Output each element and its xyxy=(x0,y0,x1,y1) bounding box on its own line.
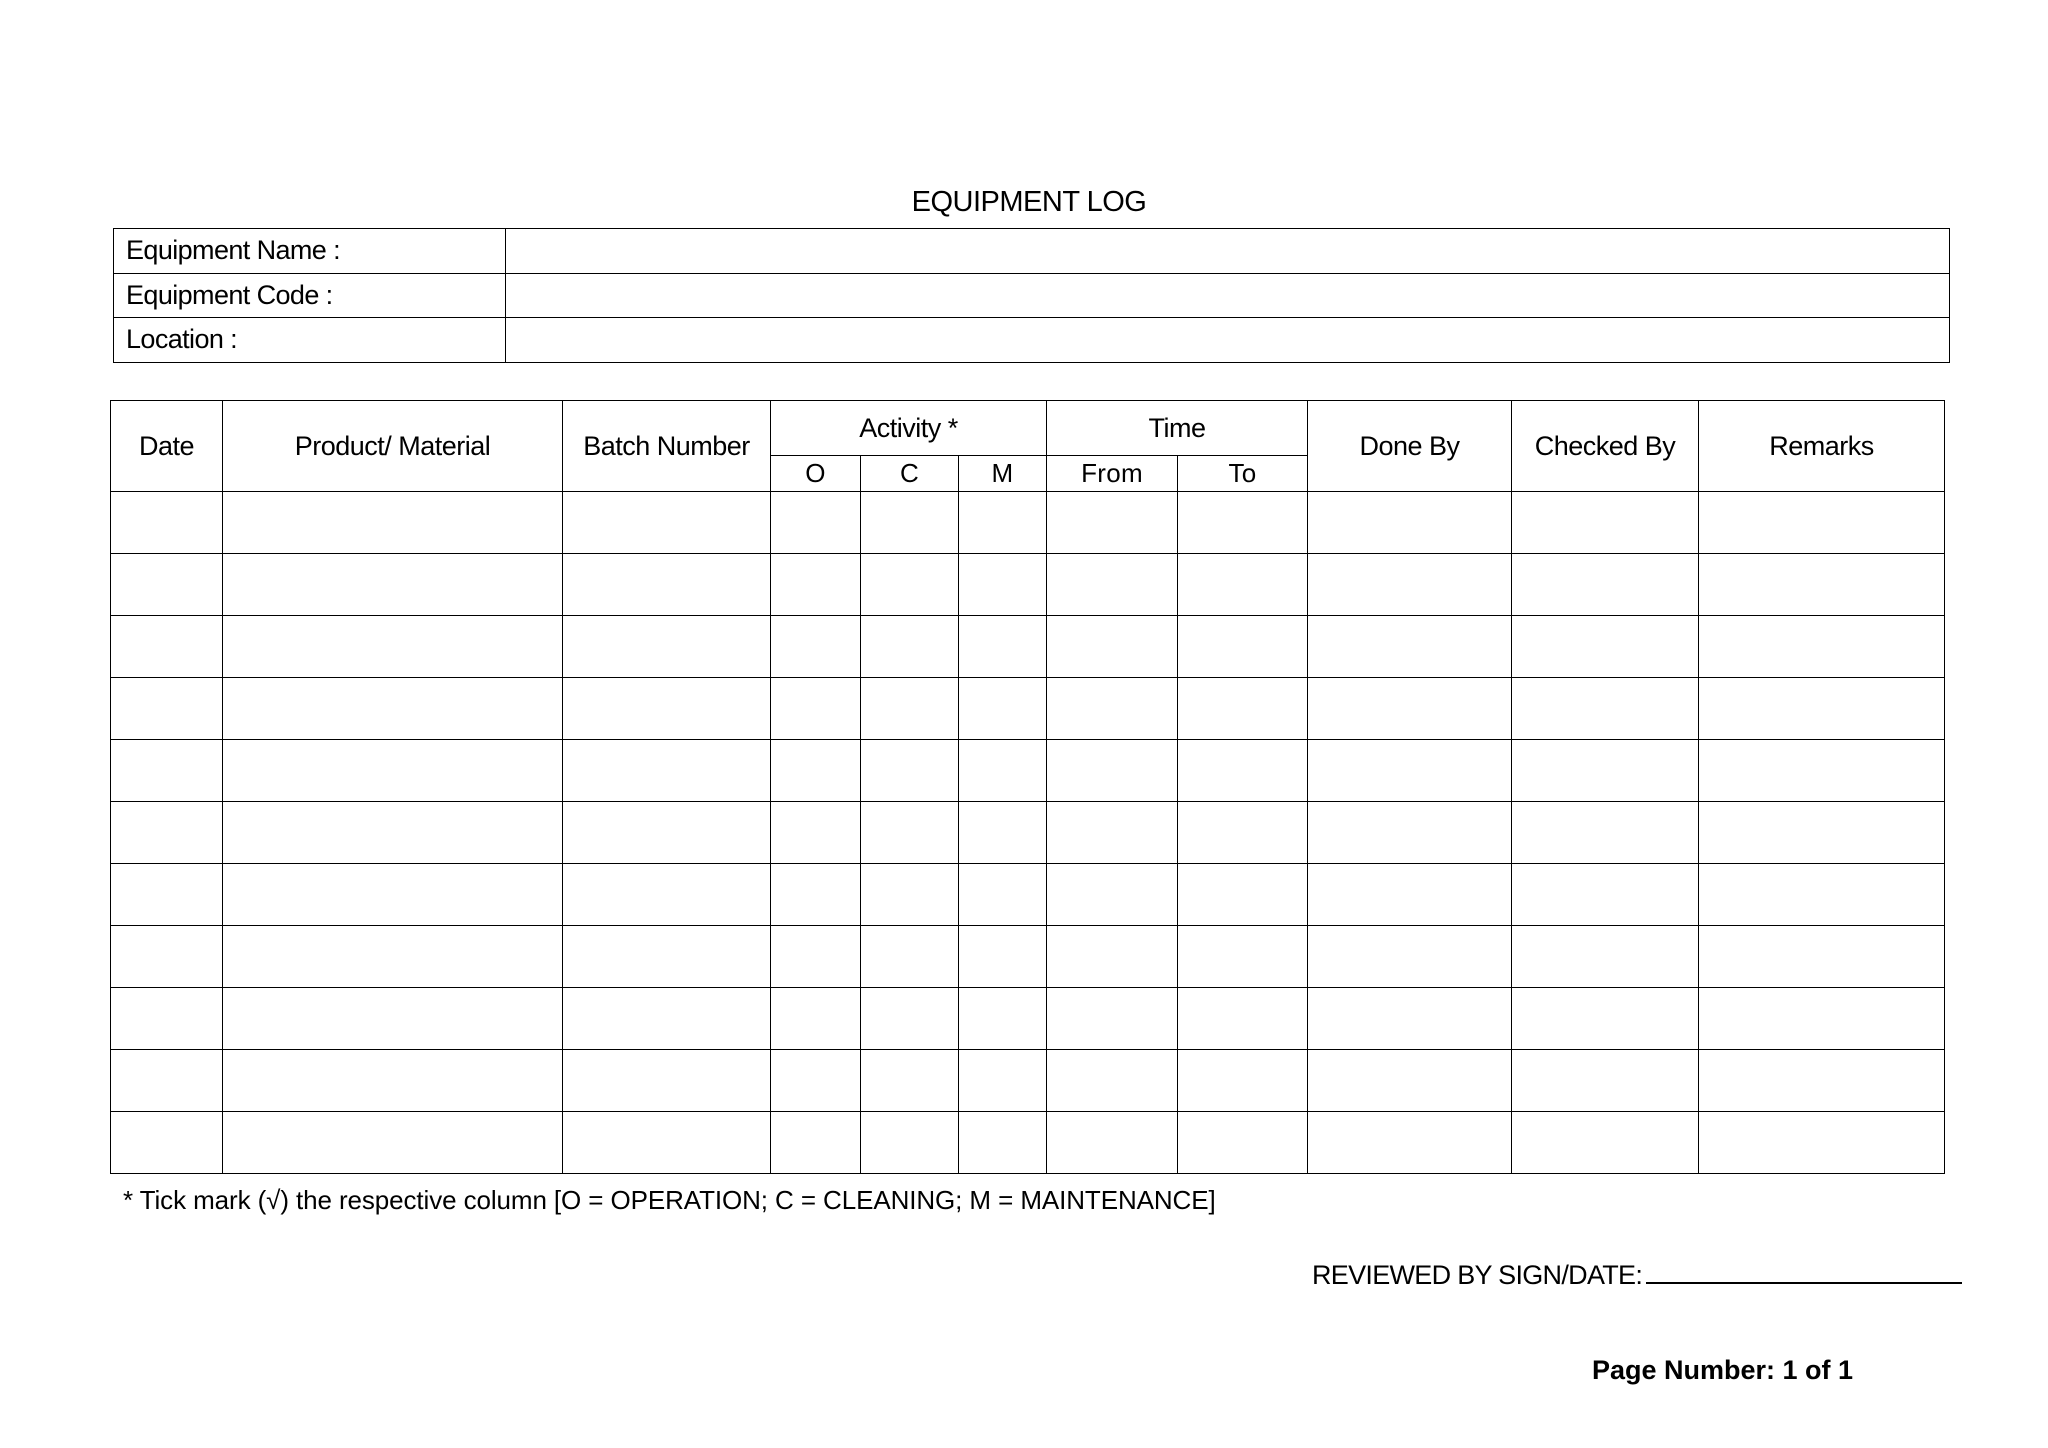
maintenance-cell[interactable] xyxy=(959,988,1047,1050)
operation-cell[interactable] xyxy=(771,926,861,988)
table-row xyxy=(111,1112,1945,1174)
time-from-cell[interactable] xyxy=(1047,1050,1178,1112)
subheader-time-to: To xyxy=(1178,456,1308,492)
batch-number-cell[interactable] xyxy=(563,988,771,1050)
equipment-info-table xyxy=(113,228,1950,363)
cleaning-cell[interactable] xyxy=(861,802,959,864)
equipment-log-table xyxy=(110,400,1945,1174)
activity-footnote: * Tick mark (√) the respective column [O = OPERATION; C = CLEANING; M = MAINTENANCE] xyxy=(123,1185,1216,1215)
header-done-by: Done By xyxy=(1308,401,1512,492)
date-cell[interactable] xyxy=(111,678,223,740)
done-by-cell[interactable] xyxy=(1308,926,1512,988)
time-from-cell[interactable] xyxy=(1047,492,1178,554)
done-by-cell[interactable] xyxy=(1308,864,1512,926)
subheader-maintenance: M xyxy=(959,456,1047,492)
done-by-cell[interactable] xyxy=(1308,802,1512,864)
time-to-cell[interactable] xyxy=(1178,616,1308,678)
maintenance-cell[interactable] xyxy=(959,678,1047,740)
time-from-cell[interactable] xyxy=(1047,678,1178,740)
operation-cell[interactable] xyxy=(771,864,861,926)
product-material-cell[interactable] xyxy=(223,802,563,864)
equipment-name-label: Equipment Name : xyxy=(114,229,506,274)
remarks-cell[interactable] xyxy=(1699,802,1945,864)
equipment-name-row xyxy=(114,229,1950,274)
product-material-cell[interactable] xyxy=(223,554,563,616)
checked-by-cell[interactable] xyxy=(1512,492,1699,554)
checked-by-cell[interactable] xyxy=(1512,678,1699,740)
product-material-cell[interactable] xyxy=(223,616,563,678)
table-row xyxy=(111,492,1945,554)
product-material-cell[interactable] xyxy=(223,1050,563,1112)
batch-number-cell[interactable] xyxy=(563,926,771,988)
checked-by-cell[interactable] xyxy=(1512,864,1699,926)
page-number: Page Number: 1 of 1 xyxy=(1592,1355,1854,1385)
table-row xyxy=(111,678,1945,740)
batch-number-cell[interactable] xyxy=(563,492,771,554)
operation-cell[interactable] xyxy=(771,988,861,1050)
done-by-cell[interactable] xyxy=(1308,1050,1512,1112)
table-row xyxy=(111,926,1945,988)
checked-by-cell[interactable] xyxy=(1512,740,1699,802)
done-by-cell[interactable] xyxy=(1308,492,1512,554)
maintenance-cell[interactable] xyxy=(959,1050,1047,1112)
subheader-cleaning: C xyxy=(861,456,959,492)
cleaning-cell[interactable] xyxy=(861,926,959,988)
date-cell[interactable] xyxy=(111,802,223,864)
time-from-cell[interactable] xyxy=(1047,802,1178,864)
table-row xyxy=(111,988,1945,1050)
remarks-cell[interactable] xyxy=(1699,492,1945,554)
time-to-cell[interactable] xyxy=(1178,802,1308,864)
date-cell[interactable] xyxy=(111,864,223,926)
remarks-cell[interactable] xyxy=(1699,554,1945,616)
checked-by-cell[interactable] xyxy=(1512,926,1699,988)
table-row xyxy=(111,802,1945,864)
date-cell[interactable] xyxy=(111,616,223,678)
cleaning-cell[interactable] xyxy=(861,988,959,1050)
batch-number-cell[interactable] xyxy=(563,1050,771,1112)
operation-cell[interactable] xyxy=(771,678,861,740)
maintenance-cell[interactable] xyxy=(959,1112,1047,1174)
header-date: Date xyxy=(111,401,223,492)
page-title: EQUIPMENT LOG xyxy=(911,186,1147,218)
cleaning-cell[interactable] xyxy=(861,1050,959,1112)
header-activity: Activity * xyxy=(771,401,1047,456)
checked-by-cell[interactable] xyxy=(1512,1112,1699,1174)
time-from-cell[interactable] xyxy=(1047,988,1178,1050)
time-from-cell[interactable] xyxy=(1047,926,1178,988)
location-field[interactable] xyxy=(506,318,1950,363)
batch-number-cell[interactable] xyxy=(563,678,771,740)
batch-number-cell[interactable] xyxy=(563,740,771,802)
remarks-cell[interactable] xyxy=(1699,988,1945,1050)
date-cell[interactable] xyxy=(111,926,223,988)
product-material-cell[interactable] xyxy=(223,988,563,1050)
date-cell[interactable] xyxy=(111,492,223,554)
batch-number-cell[interactable] xyxy=(563,554,771,616)
remarks-cell[interactable] xyxy=(1699,926,1945,988)
time-to-cell[interactable] xyxy=(1178,1112,1308,1174)
product-material-cell[interactable] xyxy=(223,678,563,740)
operation-cell[interactable] xyxy=(771,492,861,554)
remarks-cell[interactable] xyxy=(1699,864,1945,926)
date-cell[interactable] xyxy=(111,740,223,802)
batch-number-cell[interactable] xyxy=(563,802,771,864)
checked-by-cell[interactable] xyxy=(1512,554,1699,616)
date-cell[interactable] xyxy=(111,1112,223,1174)
equipment-code-field[interactable] xyxy=(506,273,1950,318)
table-row xyxy=(111,1050,1945,1112)
cleaning-cell[interactable] xyxy=(861,678,959,740)
header-row xyxy=(111,401,1945,456)
operation-cell[interactable] xyxy=(771,616,861,678)
location-label: Location : xyxy=(114,318,506,363)
batch-number-cell[interactable] xyxy=(563,1112,771,1174)
time-to-cell[interactable] xyxy=(1178,926,1308,988)
remarks-cell[interactable] xyxy=(1699,616,1945,678)
cleaning-cell[interactable] xyxy=(861,864,959,926)
table-row xyxy=(111,740,1945,802)
time-from-cell[interactable] xyxy=(1047,1112,1178,1174)
operation-cell[interactable] xyxy=(771,802,861,864)
operation-cell[interactable] xyxy=(771,740,861,802)
checked-by-cell[interactable] xyxy=(1512,988,1699,1050)
equipment-code-row xyxy=(114,273,1950,318)
log-body xyxy=(111,492,1945,1174)
maintenance-cell[interactable] xyxy=(959,740,1047,802)
date-cell[interactable] xyxy=(111,1050,223,1112)
time-to-cell[interactable] xyxy=(1178,492,1308,554)
subheader-time-from: From xyxy=(1047,456,1178,492)
subheader-operation: O xyxy=(771,456,861,492)
header-remarks: Remarks xyxy=(1699,401,1945,492)
time-from-cell[interactable] xyxy=(1047,864,1178,926)
maintenance-cell[interactable] xyxy=(959,616,1047,678)
cleaning-cell[interactable] xyxy=(861,554,959,616)
header-product-material: Product/ Material xyxy=(223,401,563,492)
batch-number-cell[interactable] xyxy=(563,616,771,678)
checked-by-cell[interactable] xyxy=(1512,1050,1699,1112)
remarks-cell[interactable] xyxy=(1699,678,1945,740)
cleaning-cell[interactable] xyxy=(861,740,959,802)
time-to-cell[interactable] xyxy=(1178,864,1308,926)
product-material-cell[interactable] xyxy=(223,1112,563,1174)
header-time: Time xyxy=(1047,401,1308,456)
table-row xyxy=(111,616,1945,678)
time-from-cell[interactable] xyxy=(1047,616,1178,678)
checked-by-cell[interactable] xyxy=(1512,802,1699,864)
done-by-cell[interactable] xyxy=(1308,554,1512,616)
time-to-cell[interactable] xyxy=(1178,1050,1308,1112)
product-material-cell[interactable] xyxy=(223,492,563,554)
time-to-cell[interactable] xyxy=(1178,988,1308,1050)
maintenance-cell[interactable] xyxy=(959,926,1047,988)
cleaning-cell[interactable] xyxy=(861,1112,959,1174)
date-cell[interactable] xyxy=(111,988,223,1050)
maintenance-cell[interactable] xyxy=(959,864,1047,926)
cleaning-cell[interactable] xyxy=(861,492,959,554)
reviewed-by-line xyxy=(1312,1254,1962,1291)
equipment-name-field[interactable] xyxy=(506,229,1950,274)
maintenance-cell[interactable] xyxy=(959,802,1047,864)
done-by-cell[interactable] xyxy=(1308,678,1512,740)
reviewed-by-signature-field[interactable] xyxy=(1646,1254,1962,1284)
product-material-cell[interactable] xyxy=(223,864,563,926)
remarks-cell[interactable] xyxy=(1699,1050,1945,1112)
time-from-cell[interactable] xyxy=(1047,554,1178,616)
date-cell[interactable] xyxy=(111,554,223,616)
batch-number-cell[interactable] xyxy=(563,864,771,926)
reviewed-by-label: REVIEWED BY SIGN/DATE: xyxy=(1312,1260,1643,1290)
remarks-cell[interactable] xyxy=(1699,740,1945,802)
time-from-cell[interactable] xyxy=(1047,740,1178,802)
maintenance-cell[interactable] xyxy=(959,554,1047,616)
table-row xyxy=(111,864,1945,926)
maintenance-cell[interactable] xyxy=(959,492,1047,554)
product-material-cell[interactable] xyxy=(223,926,563,988)
time-to-cell[interactable] xyxy=(1178,678,1308,740)
time-to-cell[interactable] xyxy=(1178,554,1308,616)
table-row xyxy=(111,554,1945,616)
header-checked-by: Checked By xyxy=(1512,401,1699,492)
done-by-cell[interactable] xyxy=(1308,740,1512,802)
location-row xyxy=(114,318,1950,363)
header-batch-number: Batch Number xyxy=(563,401,771,492)
time-to-cell[interactable] xyxy=(1178,740,1308,802)
equipment-code-label: Equipment Code : xyxy=(114,273,506,318)
done-by-cell[interactable] xyxy=(1308,988,1512,1050)
cleaning-cell[interactable] xyxy=(861,616,959,678)
operation-cell[interactable] xyxy=(771,554,861,616)
product-material-cell[interactable] xyxy=(223,740,563,802)
checked-by-cell[interactable] xyxy=(1512,616,1699,678)
done-by-cell[interactable] xyxy=(1308,1112,1512,1174)
operation-cell[interactable] xyxy=(771,1050,861,1112)
done-by-cell[interactable] xyxy=(1308,616,1512,678)
remarks-cell[interactable] xyxy=(1699,1112,1945,1174)
operation-cell[interactable] xyxy=(771,1112,861,1174)
